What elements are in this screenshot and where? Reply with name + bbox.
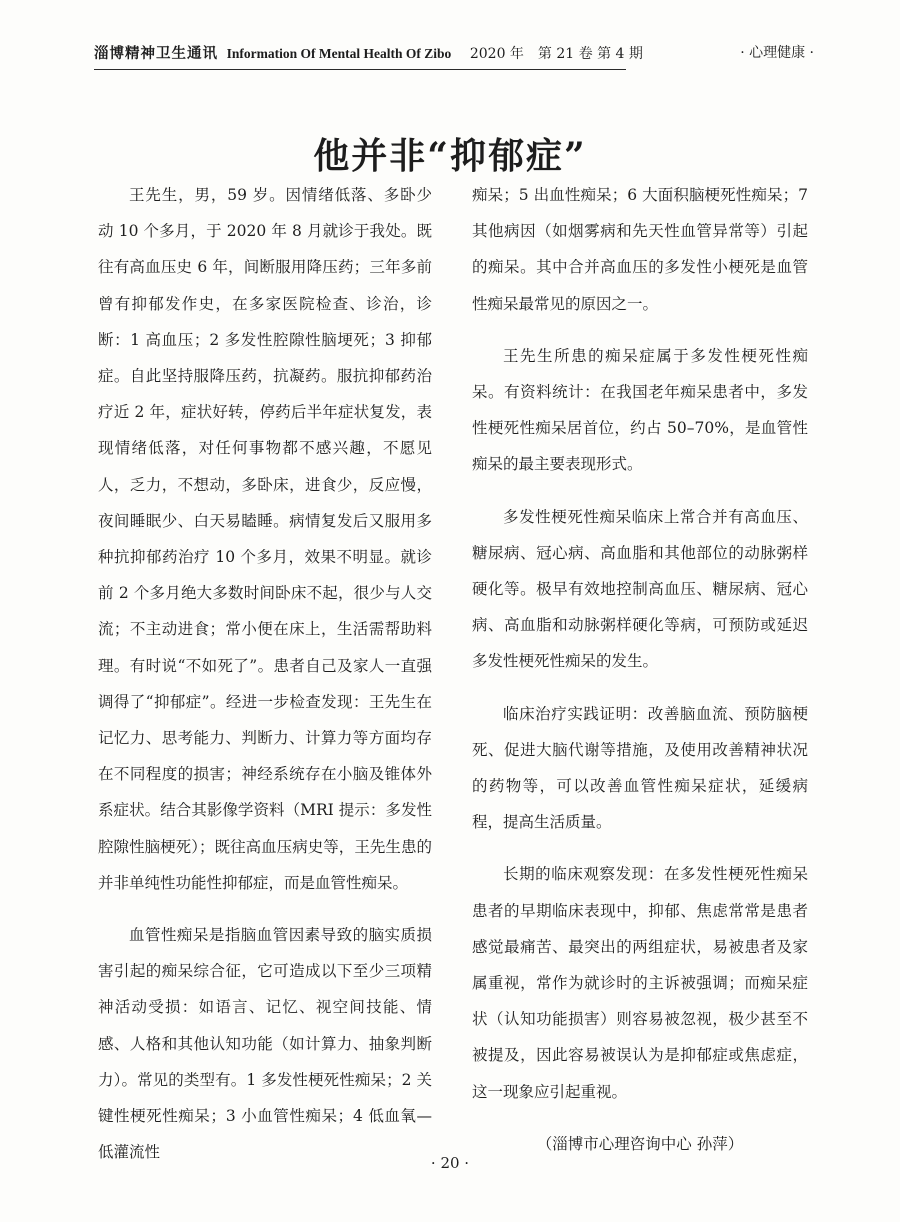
issue-info: 2020 年 第 21 卷 第 4 期 bbox=[469, 46, 643, 62]
section-label: · 心理健康 · bbox=[740, 45, 814, 61]
right-column bbox=[472, 177, 808, 1178]
journal-header-line bbox=[94, 42, 643, 70]
paragraph-statistics: 王先生所患的痴呆症属于多发性梗死性痴呆。有资料统计：在我国老年痴呆患者中，多发性梗死性痴呆居首位，约占 50–70%，是血管性痴呆的最主要表现形式。 bbox=[472, 346, 808, 474]
page-number: · 20 · bbox=[430, 1154, 470, 1172]
article-title: 他并非“抑郁症” bbox=[313, 135, 587, 178]
journal-name-cn: 淄博精神卫生通讯 bbox=[94, 45, 218, 62]
author-signature: （淄博市心理咨询中心 孙萍） bbox=[536, 1134, 744, 1153]
paragraph-case: 王先生，男，59 岁。因情绪低落、多卧少动 10 个多月，于 2020 年 8 月就诊于我处。既往有高血压史 6 年，间断服用降压药；三年多前曾有抑郁发作史，在多家医院检查、诊治，诊断：1 高血压；2 多发性腔隙性脑埂死；3 抑郁症。自此坚持服降压药，抗凝药。服抗抑郁药治疗近 2 年，症状好转，停药后半年症状复发，表现情绪低落，对任何事物都不感兴趣，不愿见人，乏力，不想动，多卧床，进食少，反应慢，夜间睡眠少、白天易瞌睡。病情复发后又服用多种抗抑郁药治疗 10 个多月，效果不明显。就诊前 2 个多月绝大多数时间卧床不起，很少与人交流；不主动进食；常小便在床上，生活需帮助料理。有时说“不如死了”。患者自己及家人一直强调得了“抑郁症”。经进一步检查发现：王先生在记忆力、思考能力、判断力、计算力等方面均存在不同程度的损害；神经系统存在小脑及锥体外系症状。结合其影像学资料（MRI 提示：多发性腔隙性脑梗死）；既往高血压病史等，王先生患的并非单纯性功能性抑郁症，而是血管性痴呆。 bbox=[98, 186, 432, 892]
paragraph-observation: 长期的临床观察发现：在多发性梗死性痴呆患者的早期临床表现中，抑郁、焦虑常常是患者感觉最痛苦、最突出的两组症状，易被患者及家属重视，常作为就诊时的主诉被强调；而痴呆症状（认知功能损害）则容易被忽视，极少甚至不被提及，因此容易被误认为是抑郁症或焦虑症，这一现象应引起重视。 bbox=[472, 865, 808, 1101]
paragraph-definition: 血管性痴呆是指脑血管因素导致的脑实质损害引起的痴呆综合征，它可造成以下至少三项精神活动受损：如语言、记忆、视空间技能、情感、人格和其他认知功能（如计算力、抽象判断力）。常见的类型有。1 多发性梗死性痴呆；2 关键性梗死性痴呆；3 小血管性痴呆；4 低血氧—低灌流性 bbox=[98, 926, 432, 1162]
paragraph-comorbidity: 多发性梗死性痴呆临床上常合并有高血压、糖尿病、冠心病、高血脂和其他部位的动脉粥样硬化等。极早有效地控制高血压、糖尿病、冠心病、高血脂和动脉粥样硬化等病，可预防或延迟多发性梗死性痴呆的发生。 bbox=[472, 507, 808, 671]
paragraph-continuation: 痴呆；5 出血性痴呆；6 大面积脑梗死性痴呆；7 其他病因（如烟雾病和先天性血管异常等）引起的痴呆。其中合并高血压的多发性小梗死是血管性痴呆最常见的原因之一。 bbox=[472, 186, 808, 313]
running-header bbox=[94, 38, 814, 66]
left-column bbox=[98, 177, 432, 1186]
paragraph-treatment: 临床治疗实践证明：改善脑血流、预防脑梗死、促进大脑代谢等措施，及使用改善精神状况的药物等，可以改善血管性痴呆症状，延缓病程，提高生活质量。 bbox=[472, 704, 808, 832]
journal-name-en: Information Of Mental Health Of Zibo bbox=[226, 46, 452, 61]
